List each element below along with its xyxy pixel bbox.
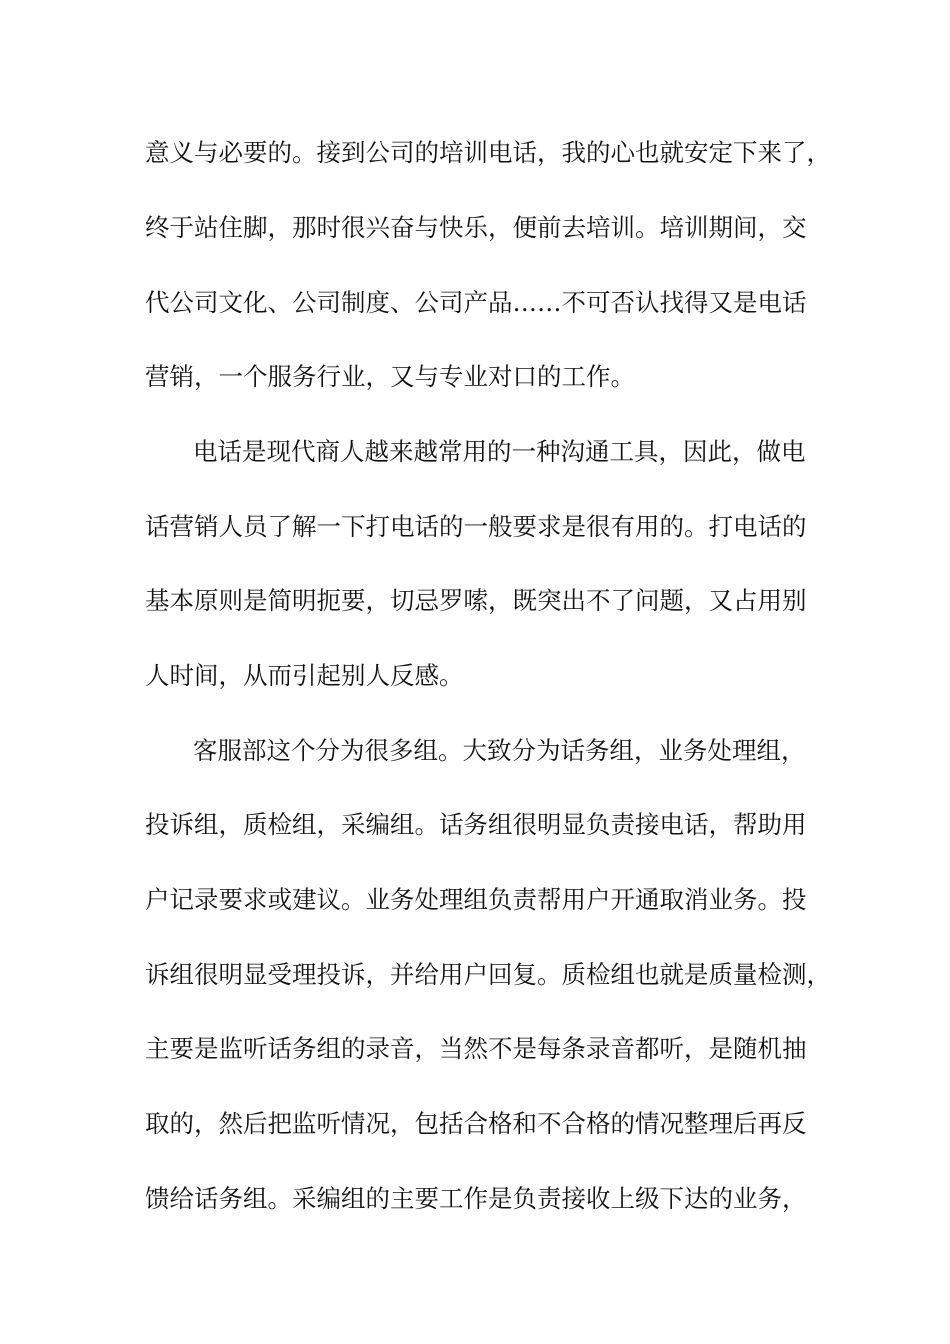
text-line: 话营销人员了解一下打电话的一般要求是很有用的。打电话的 [145,512,807,541]
text-line: 终于站住脚，那时很兴奋与快乐，便前去培训。培训期间，交 [145,213,807,242]
paragraph-start-line: 电话是现代商人越来越常用的一种沟通工具，因此，做电 [193,437,806,466]
paragraph-start-line: 客服部这个分为很多组。大致分为话务组，业务处理组， [193,736,806,765]
text-line: 人时间，从而引起别人反感。 [145,661,464,690]
text-line: 取的，然后把监听情况，包括合格和不合格的情况整理后再反 [145,1109,807,1138]
text-line: 基本原则是简明扼要，切忌罗嗦，既突出不了问题，又占用别 [145,586,807,615]
text-line: 诉组很明显受理投诉，并给用户回复。质检组也就是质量检测， [145,960,831,989]
text-line: 主要是监听话务组的录音，当然不是每条录音都听，是随机抽 [145,1034,807,1063]
text-line: 代公司文化、公司制度、公司产品……不可否认找得又是电话 [145,288,807,317]
text-line: 营销，一个服务行业，又与专业对口的工作。 [145,362,635,391]
text-line: 户记录要求或建议。业务处理组负责帮用户开通取消业务。投 [145,885,807,914]
text-line: 馈给话务组。采编组的主要工作是负责接收上级下达的业务， [145,1184,807,1213]
text-line: 意义与必要的。接到公司的培训电话，我的心也就安定下来了， [145,138,831,167]
text-line: 投诉组，质检组，采编组。话务组很明显负责接电话，帮助用 [145,810,807,839]
